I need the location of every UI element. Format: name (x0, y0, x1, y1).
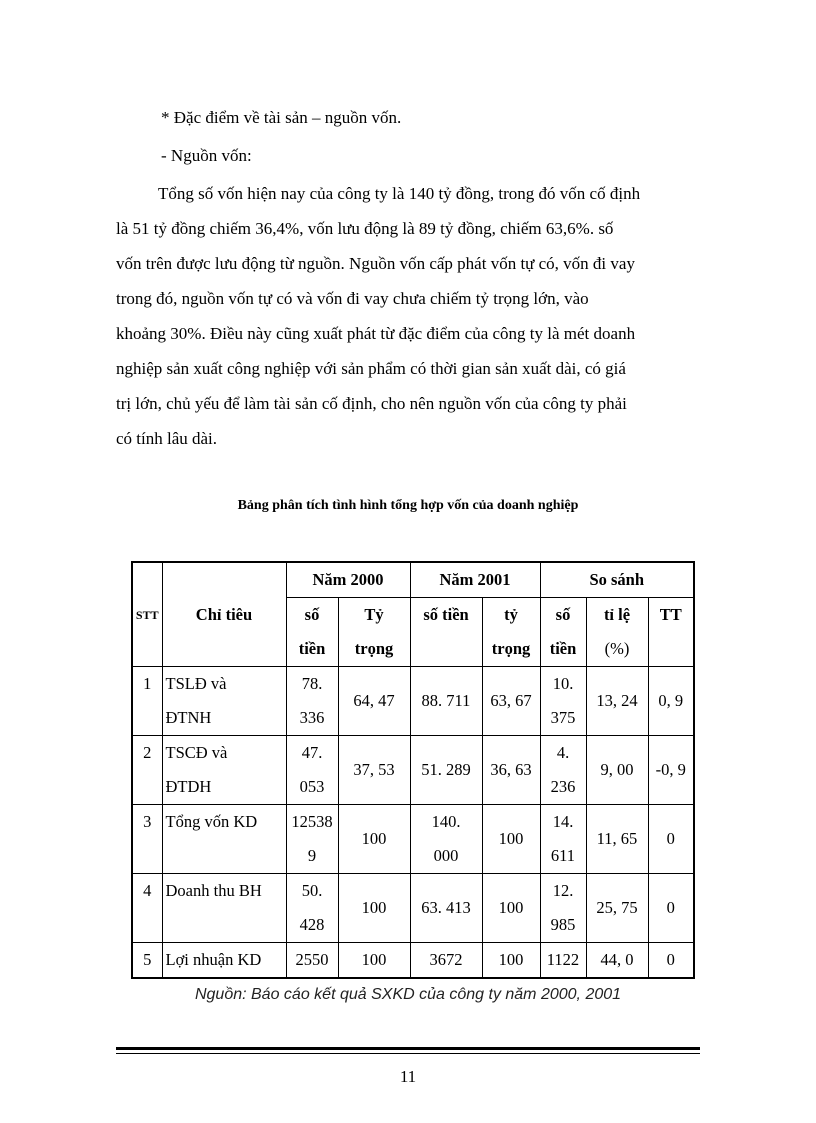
row-indicator: Tổng vốn KD (162, 805, 286, 874)
subheader-ratio: tỉ lệ (%) (586, 598, 648, 667)
row-indicator: TSCĐ và ĐTDH (162, 736, 286, 805)
subheader-share-2000: Tỷ trọng (338, 598, 410, 667)
row-amount-2001: 3672 (410, 943, 482, 979)
row-amount-2001: 51. 289 (410, 736, 482, 805)
heading-capital-sources: - Nguồn vốn: (161, 146, 252, 165)
header-indicator: Chỉ tiêu (162, 562, 286, 667)
row-stt: 5 (132, 943, 162, 979)
footer-rule-thin (116, 1053, 700, 1054)
subheader-share-2001: tỷ trọng (482, 598, 540, 667)
row-ratio: 25, 75 (586, 874, 648, 943)
table-row (132, 943, 694, 979)
row-tt: 0, 9 (648, 667, 694, 736)
subheader-amount-2001: số tiền (410, 598, 482, 667)
subheader-diff-amount: số tiền (540, 598, 586, 667)
row-tt: 0 (648, 874, 694, 943)
row-indicator: TSLĐ và ĐTNH (162, 667, 286, 736)
row-ratio: 11, 65 (586, 805, 648, 874)
row-amount-2000: 78. 336 (286, 667, 338, 736)
row-tt: -0, 9 (648, 736, 694, 805)
subheader-tt: TT (648, 598, 694, 667)
table-caption: Bảng phân tích tình hình tổng hợp vốn của doanh nghiệp (237, 498, 579, 513)
page-number: 11 (399, 1067, 417, 1086)
row-amount-2001: 140. 000 (410, 805, 482, 874)
table-row (132, 805, 694, 874)
table-row (132, 874, 694, 943)
row-share-2001: 63, 67 (482, 667, 540, 736)
row-tt: 0 (648, 943, 694, 979)
capital-analysis-table (131, 561, 695, 979)
row-diff-amount: 1122 (540, 943, 586, 979)
row-amount-2000: 12538 9 (286, 805, 338, 874)
row-diff-amount: 4. 236 (540, 736, 586, 805)
subheader-amount-2000: số tiền (286, 598, 338, 667)
row-share-2001: 36, 63 (482, 736, 540, 805)
row-stt: 1 (132, 667, 162, 736)
row-share-2000: 100 (338, 874, 410, 943)
row-share-2000: 64, 47 (338, 667, 410, 736)
row-amount-2000: 47. 053 (286, 736, 338, 805)
row-indicator: Lợi nhuận KD (162, 943, 286, 979)
row-stt: 3 (132, 805, 162, 874)
row-stt: 4 (132, 874, 162, 943)
row-share-2001: 100 (482, 805, 540, 874)
paragraph-line: có tính lâu dài. (116, 429, 218, 448)
header-compare: So sánh (540, 562, 694, 598)
header-year-2001: Năm 2001 (410, 562, 540, 598)
table-header-row (132, 562, 694, 598)
footer-rule-thick (116, 1047, 700, 1050)
table-source-note: Nguồn: Báo cáo kết quả SXKD của công ty năm 2000, 2001 (194, 986, 622, 1003)
header-year-2000: Năm 2000 (286, 562, 410, 598)
row-indicator: Doanh thu BH (162, 874, 286, 943)
row-share-2001: 100 (482, 874, 540, 943)
row-diff-amount: 12. 985 (540, 874, 586, 943)
row-share-2000: 37, 53 (338, 736, 410, 805)
row-amount-2001: 88. 711 (410, 667, 482, 736)
header-stt: STT (132, 562, 162, 667)
row-stt: 2 (132, 736, 162, 805)
row-amount-2000: 50. 428 (286, 874, 338, 943)
table-row (132, 667, 694, 736)
paragraph-line: Tổng số vốn hiện nay của công ty là 140 tỷ đồng, trong đó vốn cố định (158, 184, 641, 203)
row-amount-2000: 2550 (286, 943, 338, 979)
row-diff-amount: 14. 611 (540, 805, 586, 874)
row-ratio: 44, 0 (586, 943, 648, 979)
heading-assets-capital: * Đặc điểm về tài sản – nguồn vốn. (161, 108, 402, 127)
row-diff-amount: 10. 375 (540, 667, 586, 736)
row-amount-2001: 63. 413 (410, 874, 482, 943)
row-share-2000: 100 (338, 943, 410, 979)
row-share-2001: 100 (482, 943, 540, 979)
paragraph-line: nghiệp sản xuất công nghiệp với sản phẩm có thời gian sản xuất dài, có giá (116, 359, 626, 378)
row-ratio: 9, 00 (586, 736, 648, 805)
paragraph-line: vốn trên được lưu động từ nguồn. Nguồn vốn cấp phát vốn tự có, vốn đi vay (116, 254, 635, 273)
row-ratio: 13, 24 (586, 667, 648, 736)
row-share-2000: 100 (338, 805, 410, 874)
paragraph-line: khoảng 30%. Điều này cũng xuất phát từ đặc điểm của công ty là mét doanh (116, 324, 636, 343)
paragraph-line: trị lớn, chủ yếu để làm tài sản cố định, cho nên nguồn vốn của công ty phải (116, 394, 627, 413)
paragraph-line: trong đó, nguồn vốn tự có và vốn đi vay chưa chiếm tỷ trọng lớn, vào (116, 289, 589, 308)
table-row (132, 736, 694, 805)
paragraph-line: là 51 tỷ đồng chiếm 36,4%, vốn lưu động là 89 tỷ đồng, chiếm 63,6%. số (116, 219, 614, 238)
row-tt: 0 (648, 805, 694, 874)
